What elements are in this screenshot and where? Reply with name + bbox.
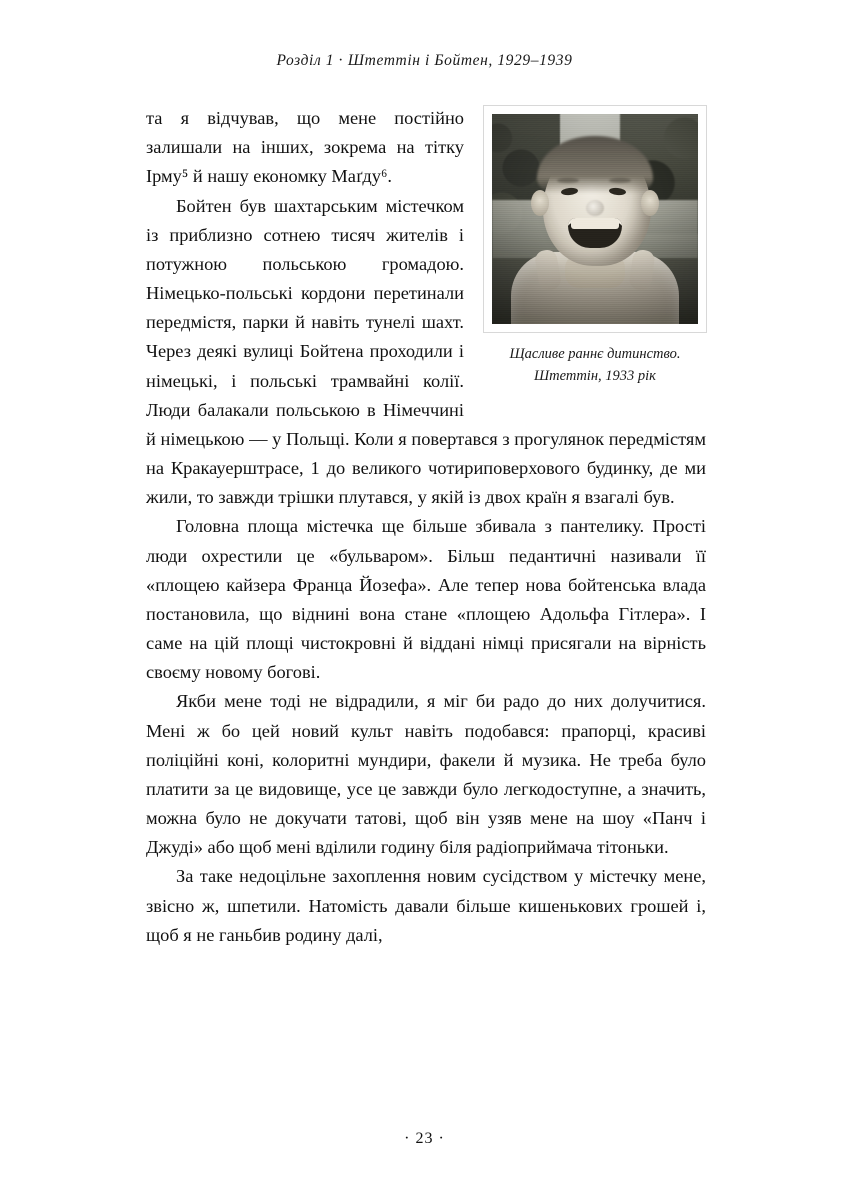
page-body [146, 104, 706, 950]
paragraph-4: Якби мене тоді не відрадили, я міг би радо до них долучитися. Мені ж бо цей новий культ навіть подобався: прапорці, красиві поліційні коні, колоритні мундири, факели й музика. Не треба було платити за це видовище, усе це завжди було легкодоступне, а значить, можна було не докучати татові, щоб він узяв мене на шоу «Панч і Джуді» або щоб мені вділили годину біля радіоприймача тітоньки. [146, 691, 706, 858]
running-head-chapter: Розділ 1 [276, 52, 335, 69]
running-head [0, 52, 849, 70]
running-head-title: Штеттін і Бойтен, 1929–1939 [347, 52, 573, 69]
paragraph-1: та я відчував, що мене постійно залишали на інших, зокрема на тітку Ірму⁵ й нашу економку Маґду⁶. [146, 108, 464, 187]
paragraph-3: Головна площа містечка ще більше збивала з пантелику. Прості люди охрестили це «бульваром». Більш педантичні називали її «площею кайзера Франца Йозефа». Але тепер нова бойтенська влада постановила, що віднині вона стане «площею Адольфа Гітлера». І саме на цій площі чистокровні й віддані німці присягали на вірність своєму новому богові. [146, 516, 706, 683]
photograph-image [492, 114, 698, 324]
paragraph-5: За таке недоцільне захоплення новим сусідством у містечку мене, звісно ж, шпетили. Натомість давали більше кишенькових грошей і, щоб я не ганьбив родину далі, [146, 866, 706, 945]
figure-caption-line-1: Щасливе раннє дитинство. [509, 346, 681, 362]
paragraph-2: Бойтен був шахтарським містечком із приблизно сотнею тисяч жителів і потужною польською громадою. Німецько-польські кордони перетинали передмістя, парки й навіть тунелі шахт. Через деякі вулиці Бойтена проходили і німецькі, і польські трамвайні колії. Люди балакали польською в Німеччині й німецькою — у Польщі. Коли я повертався з прогулянок передмістям на Кракауерштрасе, 1 до великого чотириповерхового будинку, де ми жили, то завжди трішки плутався, у якій із двох країн я взагалі був. [146, 195, 706, 508]
running-head-separator: · [338, 52, 344, 69]
figure-childhood-photo [484, 106, 706, 388]
page-number: · 23 · [404, 1130, 445, 1147]
photo-frame [484, 106, 706, 332]
figure-caption-line-2: Штеттін, 1933 рік [534, 367, 656, 384]
figure-caption [484, 344, 706, 388]
